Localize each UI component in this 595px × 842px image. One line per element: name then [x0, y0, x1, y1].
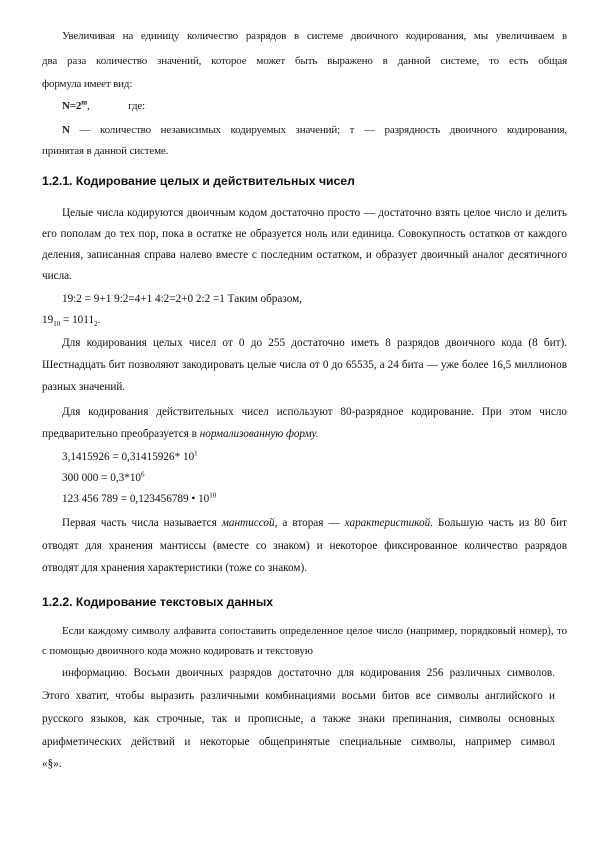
- paragraph-line: числа.: [42, 270, 72, 282]
- paragraph-line: разных значений.: [42, 381, 126, 393]
- binary-result: $19_{10} = 1011_2$.: [42, 314, 101, 329]
- paragraph-line: отводят для хранения мантиссы (вместе со знаком) и некоторое фиксированное количество разрядов: [42, 540, 567, 552]
- paragraph-line: его пополам до тех пор, пока в остатке не образуется ноль или единица. Совокупность остатков от каждого: [42, 228, 567, 240]
- calculation-line: 19:2 = 9+1 9:2=4+1 4:2=2+0 2:2 =1 Таким образом,: [62, 293, 302, 305]
- paragraph-line: предварительно преобразуется в нормализованную форму.: [42, 428, 319, 440]
- definition-line: принятая в данной системе.: [42, 145, 169, 157]
- example-line: 123 456 789 = 0,123456789 • $10^{10}$: [62, 491, 217, 505]
- paragraph-line: Целые числа кодируются двоичным кодом достаточно просто — достаточно взять целое число и делить: [62, 207, 567, 219]
- paragraph-line: отводят для хранения характеристики (тоже со знаком).: [42, 562, 308, 574]
- paragraph-line: Увеличивая на единицу количество разрядов в системе двоичного кодирования, мы увеличиваем в: [62, 30, 567, 42]
- paragraph-line: Этого хватит, чтобы выразить различными комбинациями восьми битов все символы английского и: [42, 690, 555, 702]
- paragraph-line: Для кодирования действительных чисел используют 80-разрядное кодирование. При этом число: [62, 406, 567, 418]
- paragraph-line: два раза количество значений, которое может быть выражено в данной системе, то есть общая: [42, 55, 567, 67]
- section-heading: 1.2.2. Кодирование текстовых данных: [42, 595, 274, 609]
- example-line: 300 $000 = 0,3*10^6$: [62, 470, 145, 484]
- formula-line: $N=2^m$, где:: [62, 98, 146, 112]
- paragraph-line: арифметических действий и некоторые общепринятые специальные символы, например символ: [42, 736, 555, 748]
- paragraph-line: информацию. Восьми двоичных разрядов достаточно для кодирования 256 различных символов.: [62, 667, 555, 679]
- paragraph-line: Шестнадцать бит позволяют закодировать целые числа от 0 до 65535, а 24 бита — уже более 16,5 миллионов: [42, 359, 567, 371]
- definition-line: N — количество независимых кодируемых значений; т — разрядность двоичного кодирования,: [62, 124, 567, 136]
- section-heading: 1.2.1. Кодирование целых и действительных чисел: [42, 174, 355, 188]
- paragraph-line: русского языков, как строчные, так и прописные, а также знаки препинания, символы основных: [42, 713, 555, 725]
- formula: $N=2^m$: [62, 98, 87, 112]
- paragraph-line: деления, записанная справа налево вместе с последним остатком, и образует двоичный аналог десятичного: [42, 249, 567, 261]
- paragraph-line: «§».: [42, 758, 62, 770]
- paragraph-line: Если каждому символу алфавита сопоставить определенное целое число (например, порядковый номер), то: [62, 625, 567, 637]
- paragraph-line: Первая часть числа называется мантиссой, а вторая — характеристикой. Большую часть из 80 бит: [62, 517, 567, 529]
- example-line: 3,1415926 = 0,31415926* $10^1$: [62, 449, 198, 463]
- paragraph-line: Для кодирования целых чисел от 0 до 255 достаточно иметь 8 разрядов двоичного кода (8 бит).: [62, 337, 567, 349]
- paragraph-line: формула имеет вид:: [42, 78, 133, 90]
- paragraph-line: с помощью двоичного кода можно кодировать и текстовую: [42, 645, 313, 657]
